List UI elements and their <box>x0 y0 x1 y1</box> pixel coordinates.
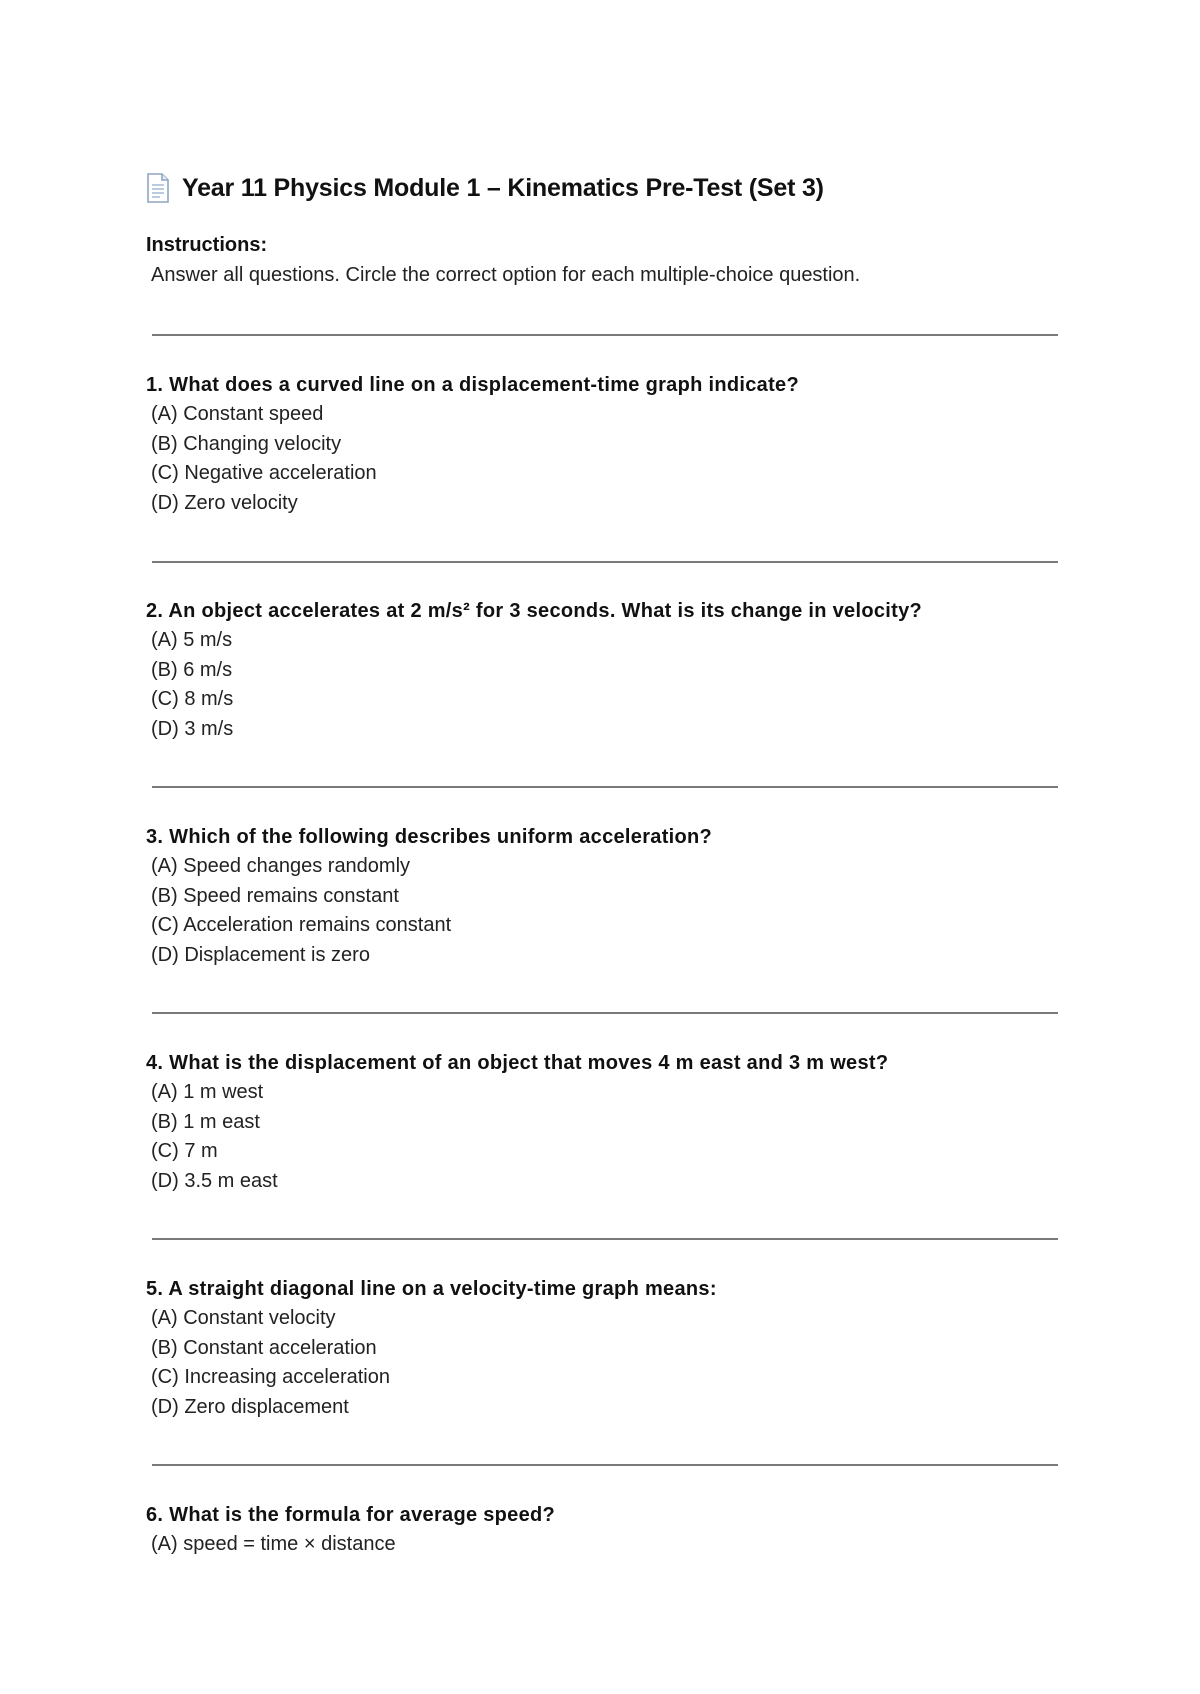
divider <box>152 786 1058 788</box>
option-d: (D) Zero velocity <box>151 492 298 515</box>
instructions-label: Instructions: <box>146 234 268 256</box>
option-a: (A) Constant speed <box>151 403 324 425</box>
divider <box>152 334 1058 336</box>
document-icon <box>146 173 170 203</box>
question-2 <box>146 596 922 745</box>
option-a: (A) 5 m/s <box>151 629 233 651</box>
instructions-text: Answer all questions. Circle the correct option for each multiple-choice question. <box>151 264 861 286</box>
option-c: (C) Acceleration remains constant <box>151 914 452 937</box>
option-b: (B) 6 m/s <box>151 658 233 681</box>
option-d: (D) 3.5 m east <box>151 1170 278 1193</box>
question-text: 5. A straight diagonal line on a velocity-time graph means: <box>146 1278 717 1300</box>
question-text: 6. What is the formula for average speed? <box>146 1504 556 1526</box>
option-b: (B) 1 m east <box>151 1110 260 1133</box>
option-a: (A) speed = time × distance <box>151 1533 396 1555</box>
option-d: (D) 3 m/s <box>151 718 234 741</box>
option-d: (D) Zero displacement <box>151 1396 349 1419</box>
divider <box>152 561 1058 563</box>
option-c: (C) 7 m <box>151 1140 218 1163</box>
option-a: (A) 1 m west <box>151 1081 264 1103</box>
question-text: 2. An object accelerates at 2 m/s² for 3 seconds. What is its change in velocity? <box>146 600 923 622</box>
question-3 <box>146 822 712 971</box>
question-text: 1. What does a curved line on a displacement-time graph indicate? <box>146 374 799 396</box>
question-6 <box>146 1500 555 1560</box>
option-b: (B) Speed remains constant <box>151 884 399 907</box>
option-d: (D) Displacement is zero <box>151 944 370 967</box>
divider <box>152 1012 1058 1014</box>
option-a: (A) Speed changes randomly <box>151 855 411 877</box>
question-text: 4. What is the displacement of an object that moves 4 m east and 3 m west? <box>146 1052 889 1074</box>
option-b: (B) Constant acceleration <box>151 1336 377 1359</box>
option-c: (C) 8 m/s <box>151 688 234 711</box>
option-c: (C) Increasing acceleration <box>151 1366 390 1389</box>
question-text: 3. Which of the following describes uniform acceleration? <box>146 826 713 848</box>
question-5 <box>146 1274 717 1423</box>
option-a: (A) Constant velocity <box>151 1307 336 1329</box>
divider <box>152 1464 1058 1466</box>
option-b: (B) Changing velocity <box>151 432 342 455</box>
question-1 <box>146 370 799 519</box>
question-4 <box>146 1048 888 1197</box>
option-c: (C) Negative acceleration <box>151 462 377 485</box>
divider <box>152 1238 1058 1240</box>
page-title: Year 11 Physics Module 1 – Kinematics Pre-Test (Set 3) <box>182 173 824 202</box>
title-row <box>146 173 824 203</box>
